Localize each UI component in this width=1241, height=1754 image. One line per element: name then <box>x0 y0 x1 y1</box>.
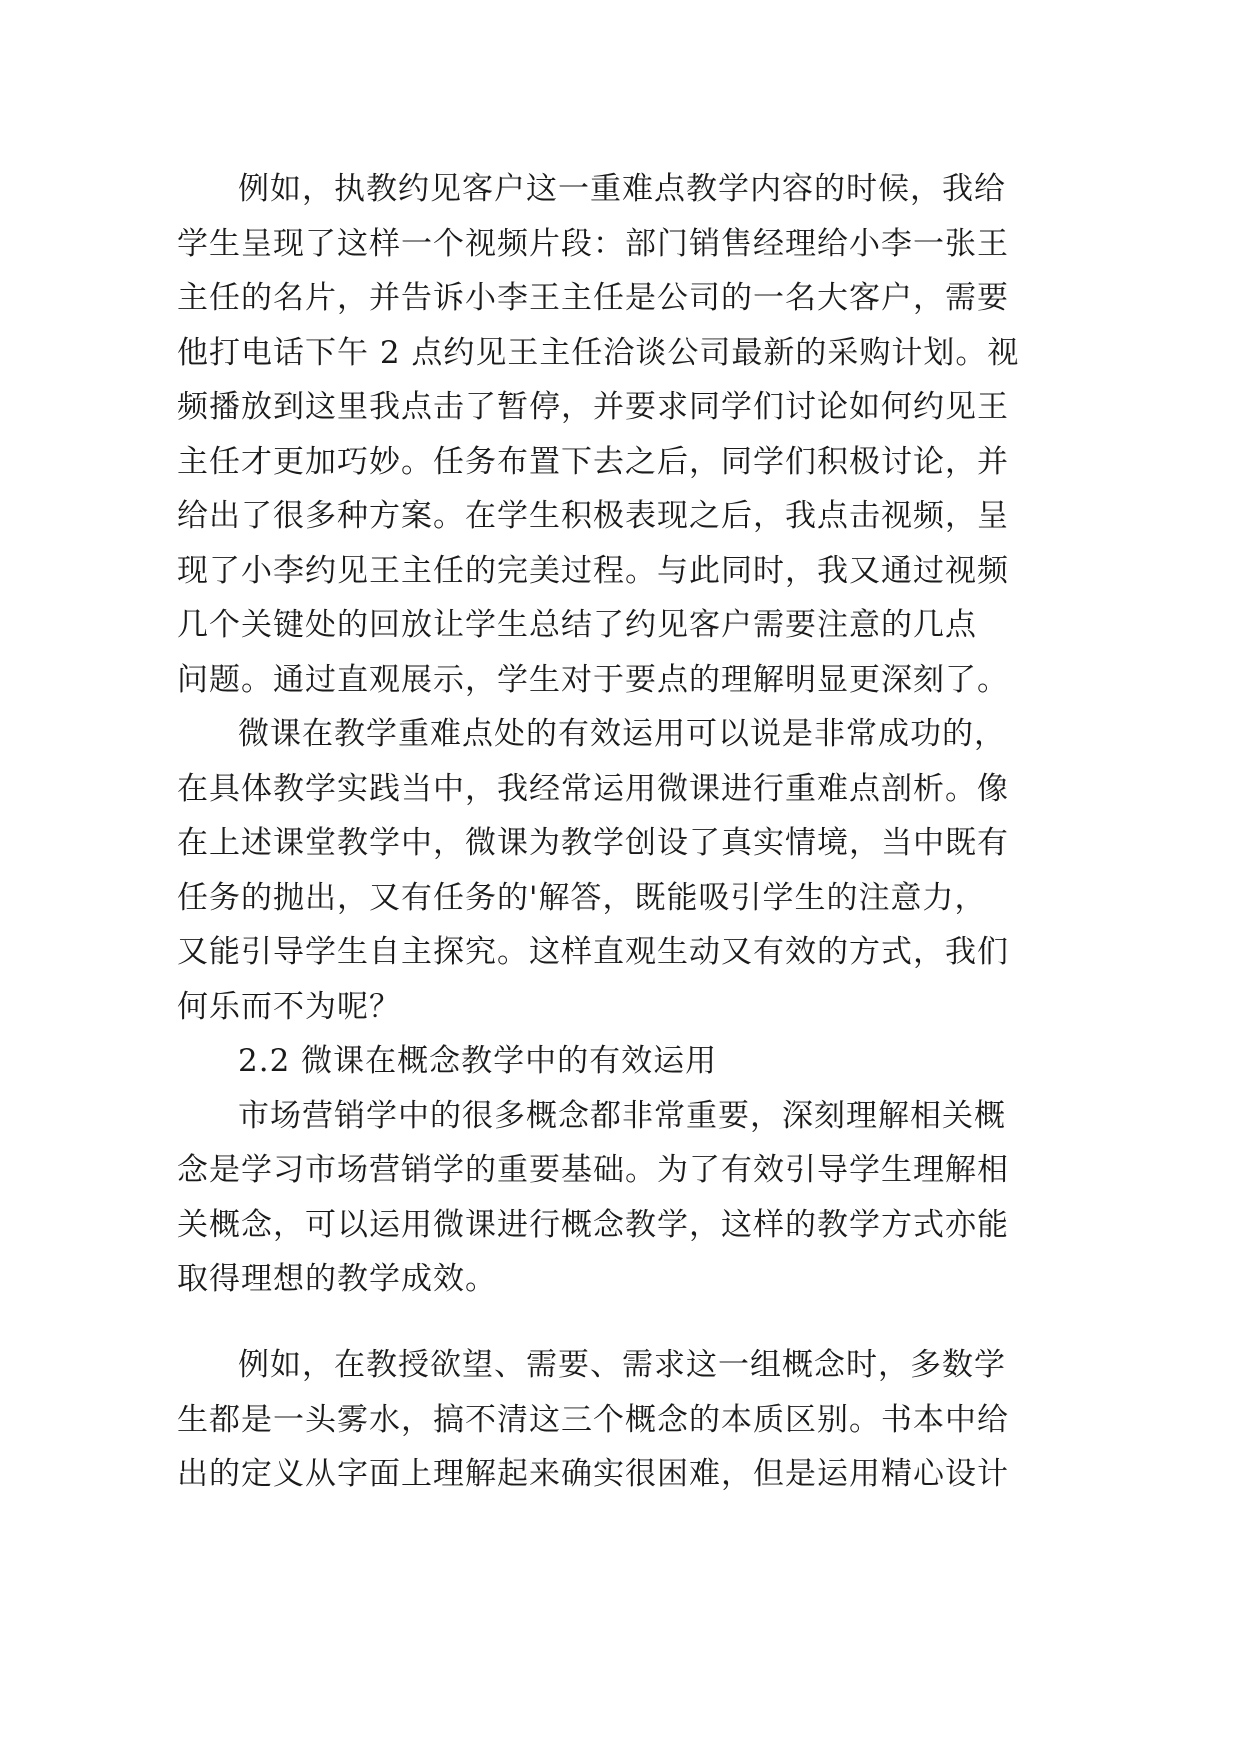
section-heading: 2.2 微课在概念教学中的有效运用 <box>238 1043 718 1079</box>
paragraph-line: 在具体教学实践当中，我经常运用微课进行重难点剖析。像 <box>177 771 1009 807</box>
paragraph-line: 学生呈现了这样一个视频片段：部门销售经理给小李一张王 <box>177 226 1009 262</box>
paragraph-line: 频播放到这里我点击了暂停，并要求同学们讨论如何约见王 <box>177 389 1009 425</box>
paragraph-line: 出的定义从字面上理解起来确实很困难，但是运用精心设计 <box>177 1456 1009 1492</box>
paragraph-line: 又能引导学生自主探究。这样直观生动又有效的方式，我们 <box>177 934 1009 970</box>
paragraph-line: 他打电话下午 2 点约见王主任洽谈公司最新的采购计划。视 <box>177 335 1020 371</box>
paragraph-line: 现了小李约见王主任的完美过程。与此同时，我又通过视频 <box>177 553 1009 589</box>
paragraph-line: 几个关键处的回放让学生总结了约见客户需要注意的几点 <box>177 607 977 643</box>
paragraph-line: 关概念，可以运用微课进行概念教学，这样的教学方式亦能 <box>177 1207 1009 1243</box>
paragraph-line: 任务的抛出，又有任务的'解答，既能吸引学生的注意力， <box>177 880 987 916</box>
paragraph-line: 取得理想的教学成效。 <box>177 1261 497 1297</box>
paragraph-line: 市场营销学中的很多概念都非常重要，深刻理解相关概 <box>238 1098 1006 1134</box>
paragraph-line: 念是学习市场营销学的重要基础。为了有效引导学生理解相 <box>177 1152 1009 1188</box>
paragraph-line: 生都是一头雾水，搞不清这三个概念的本质区别。书本中给 <box>177 1402 1009 1438</box>
paragraph-line: 给出了很多种方案。在学生积极表现之后，我点击视频，呈 <box>177 498 1009 534</box>
paragraph-line: 主任的名片，并告诉小李王主任是公司的一名大客户，需要 <box>177 280 1009 316</box>
paragraph-line: 何乐而不为呢？ <box>177 989 401 1025</box>
paragraph-line: 主任才更加巧妙。任务布置下去之后，同学们积极讨论，并 <box>177 444 1009 480</box>
paragraph-line: 例如，执教约见客户这一重难点教学内容的时候，我给 <box>238 171 1006 207</box>
paragraph-line: 例如，在教授欲望、需要、需求这一组概念时，多数学 <box>238 1347 1006 1383</box>
paragraph-line: 微课在教学重难点处的有效运用可以说是非常成功的， <box>238 716 1006 752</box>
paragraph-line: 在上述课堂教学中，微课为教学创设了真实情境，当中既有 <box>177 825 1009 861</box>
paragraph-line: 问题。通过直观展示，学生对于要点的理解明显更深刻了。 <box>177 662 1009 698</box>
